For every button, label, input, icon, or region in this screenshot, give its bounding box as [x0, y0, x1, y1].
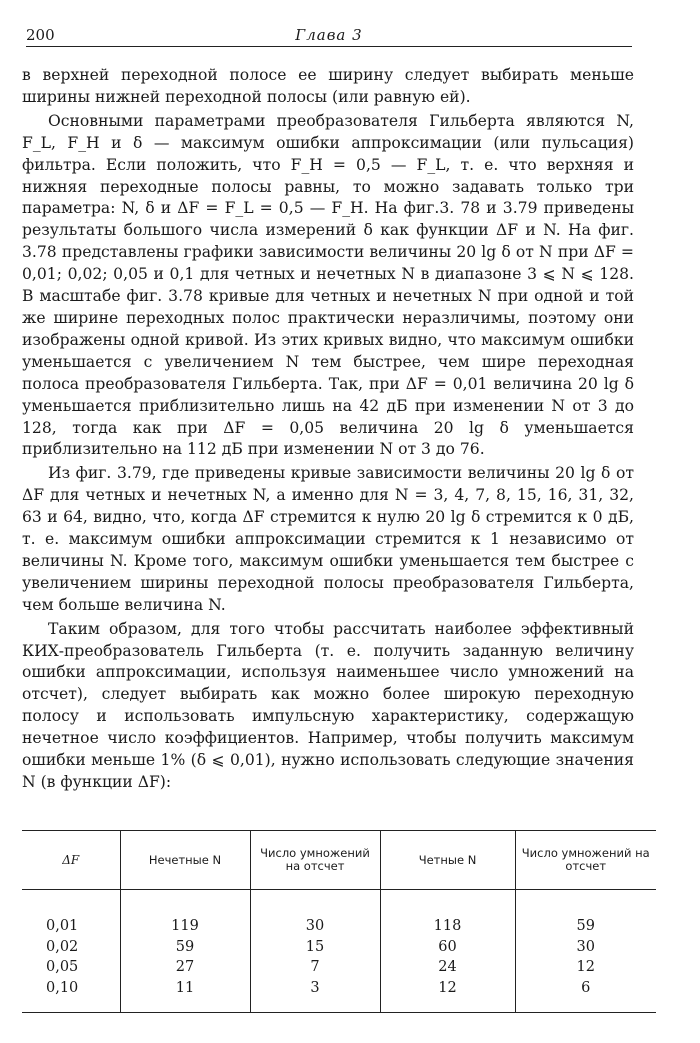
cell-even-multiplications: 59 [515, 890, 656, 937]
header-odd-multiplications: Число умножений на отсчет [250, 831, 380, 890]
cell-even-multiplications: 30 [515, 937, 656, 958]
cell-odd-n: 11 [120, 978, 250, 1013]
cell-delta-f: 0,02 [46, 938, 79, 955]
cell-delta-f: 0,01 [46, 918, 79, 934]
cell-even-n: 118 [380, 890, 515, 937]
header-even-n: Четные N [380, 831, 515, 890]
running-header [26, 24, 632, 47]
cell-odd-multiplications: 15 [250, 937, 380, 958]
paragraph-fig-3-79: Из фиг. 3.79, где приведены кривые зависимости величины 20 lg δ от ΔF для четных и нечетных N, а именно для N = 3, 4, 7, 8, 15, 16, 31, 32, 63 и 64, видно, что, когда ΔF стремится к нулю 20 lg δ стремится к 0 дБ, т. е. максимум ошибки аппроксимации стремится к 1 независимо от величины N. Кроме того, максимум ошибки уменьшается тем быстрее с увеличением ширины переходной полосы преобразователя Гильберта, чем больше величина N. [22, 464, 634, 614]
page-number: 200 [26, 26, 55, 44]
table-row [22, 890, 656, 937]
cell-even-n: 24 [380, 957, 515, 978]
chapter-title: Глава 3 [295, 26, 363, 44]
cell-even-n: 12 [380, 978, 515, 1013]
cell-odd-multiplications: 30 [250, 890, 380, 937]
parameters-table [22, 830, 656, 1013]
cell-even-multiplications: 6 [515, 978, 656, 1013]
table-row [22, 978, 656, 1013]
cell-even-multiplications: 12 [515, 957, 656, 978]
cell-delta-f: 0,10 [22, 978, 120, 1013]
cell-odd-n: 59 [120, 937, 250, 958]
header-delta-f: ΔF [22, 831, 120, 890]
table-header-row [22, 831, 656, 890]
cell-odd-n: 119 [120, 890, 250, 937]
cell-delta-f: 0,05 [46, 959, 79, 975]
cell-odd-multiplications: 7 [250, 957, 380, 978]
paragraph-continuation: в верхней переходной полосе ее ширину следует выбирать меньше ширины нижней переходной полосы (или равную ей). [22, 66, 634, 106]
header-even-multiplications: Число умножений на отсчет [515, 831, 656, 890]
body-text [22, 65, 634, 796]
cell-even-n: 60 [380, 937, 515, 958]
header-odd-n: Нечетные N [120, 831, 250, 890]
table-row [22, 957, 656, 978]
table-row [22, 937, 656, 958]
paragraph-conclusion: Таким образом, для того чтобы рассчитать наиболее эффективный КИХ-преобразователь Гильберта (т. е. получить заданную величину ошибки аппроксимации, используя наименьшее число умножений на отсчет), следует выбирать как можно более широкую переходную полосу и использовать импульсную характеристику, содержащую нечетное число коэффициентов. Например, чтобы получить максимум ошибки меньше 1% (δ ⩽ 0,01), нужно использовать следующие значения N (в функции ΔF): [22, 619, 634, 791]
cell-odd-multiplications: 3 [250, 978, 380, 1013]
paragraph-parameters: Основными параметрами преобразователя Гильберта являются N, F_L, F_H и δ — максимум ошибки аппроксимации (или пульсация) фильтра. Если положить, что F_H = 0,5 — F_L, т. е. что верхняя и нижняя переходные полосы равны, то можно задавать только три параметра: N, δ и ΔF = F_L = 0,5 — F_H. На фиг.3. 78 и 3.79 приведены результаты большого числа измерений δ как функции ΔF и N. На фиг. 3.78 представлены графики зависимости величины 20 lg δ от N при ΔF = 0,01; 0,02; 0,05 и 0,1 для четных и нечетных N в диапазоне 3 ⩽ N ⩽ 128. В масштабе фиг. 3.78 кривые для четных и нечетных N при одной и той же ширине переходных полос практически неразличимы, поэтому они изображены одной кривой. Из этих кривых видно, что максимум ошибки уменьшается с увеличением N тем быстрее, чем шире переходная полоса преобразователя Гильберта. Так, при ΔF = 0,01 величина 20 lg δ уменьшается приблизительно лишь на 42 дБ при изменении N от 3 до 128, тогда как при ΔF = 0,05 величина 20 lg δ уменьшается приблизительно на 112 дБ при изменении N от 3 до 76. [22, 111, 634, 459]
cell-odd-n: 27 [120, 957, 250, 978]
